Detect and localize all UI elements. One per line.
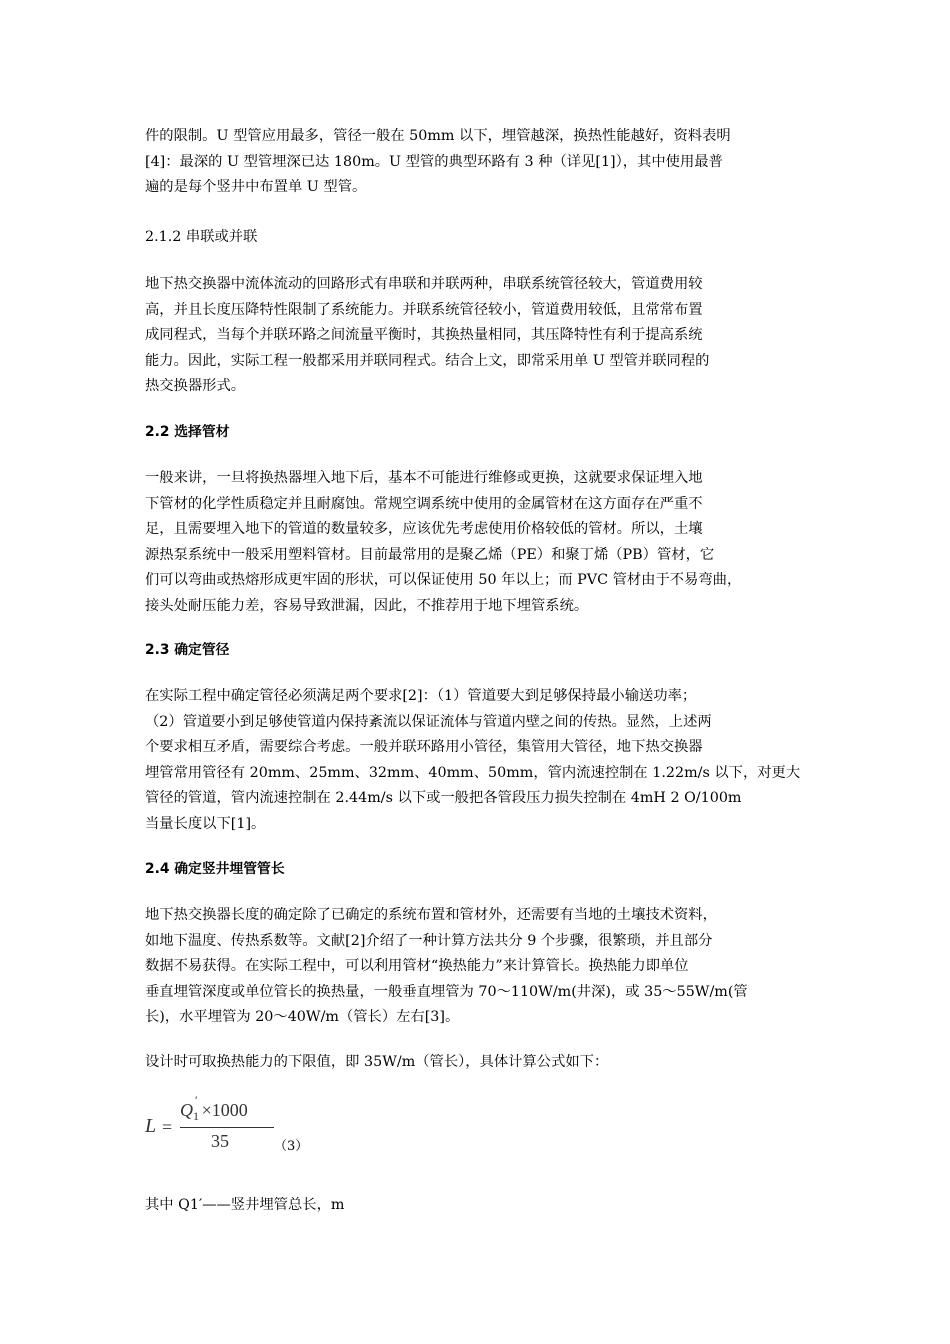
text-line: 在实际工程中确定管径必须满足两个要求[2]：（1）管道要大到足够保持最小输送功率； xyxy=(145,688,697,704)
text-line: 足，且需要埋入地下的管道的数量较多，应该优先考虑使用价格较低的管材。所以，土壤 xyxy=(145,521,703,537)
section-heading-2-4: 2.4 确定竖井埋管管长 xyxy=(145,861,285,877)
paragraph-pipe-material xyxy=(145,466,815,619)
text-line: 接头处耐压能力差，容易导致泄漏，因此，不推荐用于地下埋管系统。 xyxy=(145,597,589,614)
section-heading-2-1-2: 2.1.2 串联或并联 xyxy=(145,229,258,245)
paragraph-series-parallel xyxy=(145,272,815,400)
text-line: 地下热交换器中流体流动的回路形式有串联和并联两种，串联系统管径较大，管道费用较 xyxy=(145,276,703,292)
paragraph-design-note xyxy=(145,1050,815,1076)
paragraph-u-tube-intro xyxy=(145,124,815,201)
formula-numerator-rest: ×1000 xyxy=(201,1100,248,1120)
formula-denominator: 35 xyxy=(211,1131,229,1151)
formula-equals: = xyxy=(162,1117,173,1137)
text-line: 设计时可取换热能力的下限值，即 35W/m（管长），具体计算公式如下： xyxy=(145,1054,609,1070)
text-line: [4]：最深的 U 型管埋深已达 180m。U 型管的典型环路有 3 种（详见[1]），其中使用最普 xyxy=(145,153,723,170)
formula-subscript: 1 xyxy=(193,1109,199,1123)
text-line: 能力。因此，实际工程一般都采用并联同程式。结合上文，即常采用单 U 型管并联同程的 xyxy=(145,352,710,369)
text-line: 埋管常用管径有 20mm、25mm、32mm、40mm、50mm，管内流速控制在 1.22m/s 以下，对更大 xyxy=(145,764,801,781)
text-line: 热交换器形式。 xyxy=(145,378,246,394)
text-line: 地下热交换器长度的确定除了已确定的系统布置和管材外，还需要有当地的土壤技术资料， xyxy=(145,907,717,923)
text-line: 垂直埋管深度或单位管长的换热量，一般垂直埋管为 70～110W/m(井深)，或 35～55W/m(管 xyxy=(145,983,748,1000)
text-line: 下管材的化学性质稳定并且耐腐蚀。常规空调系统中使用的金属管材在这方面存在严重不 xyxy=(145,495,703,512)
formula-q-symbol: Q xyxy=(180,1100,193,1120)
formula-prime: ′ xyxy=(195,1093,198,1107)
formula-numerator xyxy=(180,1093,248,1124)
paragraph-variable-definition xyxy=(145,1193,815,1219)
text-line: 数据不易获得。在实际工程中，可以利用管材“换热能力”来计算管长。换热能力即单位 xyxy=(145,958,689,974)
text-line: 如地下温度、传热系数等。文献[2]介绍了一种计算方法共分 9 个步骤，很繁琐，并且部分 xyxy=(145,932,713,949)
text-line: 源热泵系统中一般采用塑料管材。目前最常用的是聚乙烯（PE）和聚丁烯（PB）管材，它 xyxy=(145,546,715,563)
section-heading-2-3: 2.3 确定管径 xyxy=(145,642,230,658)
text-line: 一般来讲，一旦将换热器埋入地下后，基本不可能进行维修或更换，这就要求保证埋入地 xyxy=(145,470,703,486)
section-heading-2-2: 2.2 选择管材 xyxy=(145,424,230,440)
text-line: 长)，水平埋管为 20～40W/m（管长）左右[3]。 xyxy=(145,1009,460,1025)
formula-lhs: L xyxy=(145,1115,157,1137)
text-line: 遍的是每个竖井中布置单 U 型管。 xyxy=(145,179,367,195)
text-line: （2）管道要小到足够使管道内保持紊流以保证流体与管道内壁之间的传热。显然，上述两 xyxy=(145,713,712,730)
text-line: 管径的管道，管内流速控制在 2.44m/s 以下或一般把各管段压力损失控制在 4mH 2 O/100m xyxy=(145,790,742,806)
equation-number: （3） xyxy=(274,1139,309,1154)
text-line: 其中 Q1′——竖井埋管总长，m xyxy=(145,1197,345,1213)
paragraph-pipe-length xyxy=(145,903,815,1031)
text-line: 们可以弯曲或热熔形成更牢固的形状，可以保证使用 50 年以上；而 PVC 管材由于不易弯曲， xyxy=(145,572,742,588)
paragraph-pipe-diameter xyxy=(145,684,815,837)
text-line: 件的限制。U 型管应用最多，管径一般在 50mm 以下，埋管越深，换热性能越好，资料表明 xyxy=(145,128,731,144)
text-line: 成同程式，当每个并联环路之间流量平衡时，其换热量相同，其压降特性有利于提高系统 xyxy=(145,327,703,343)
fraction-bar xyxy=(180,1127,274,1128)
text-line: 高，并且长度压降特性限制了系统能力。并联系统管径较小，管道费用较低，且常常布置 xyxy=(145,301,703,318)
text-line: 当量长度以下[1]。 xyxy=(145,815,266,832)
text-line: 个要求相互矛盾，需要综合考虑。一般并联环路用小管径，集管用大管径，地下热交换器 xyxy=(145,739,703,755)
equation-3 xyxy=(145,1093,309,1163)
